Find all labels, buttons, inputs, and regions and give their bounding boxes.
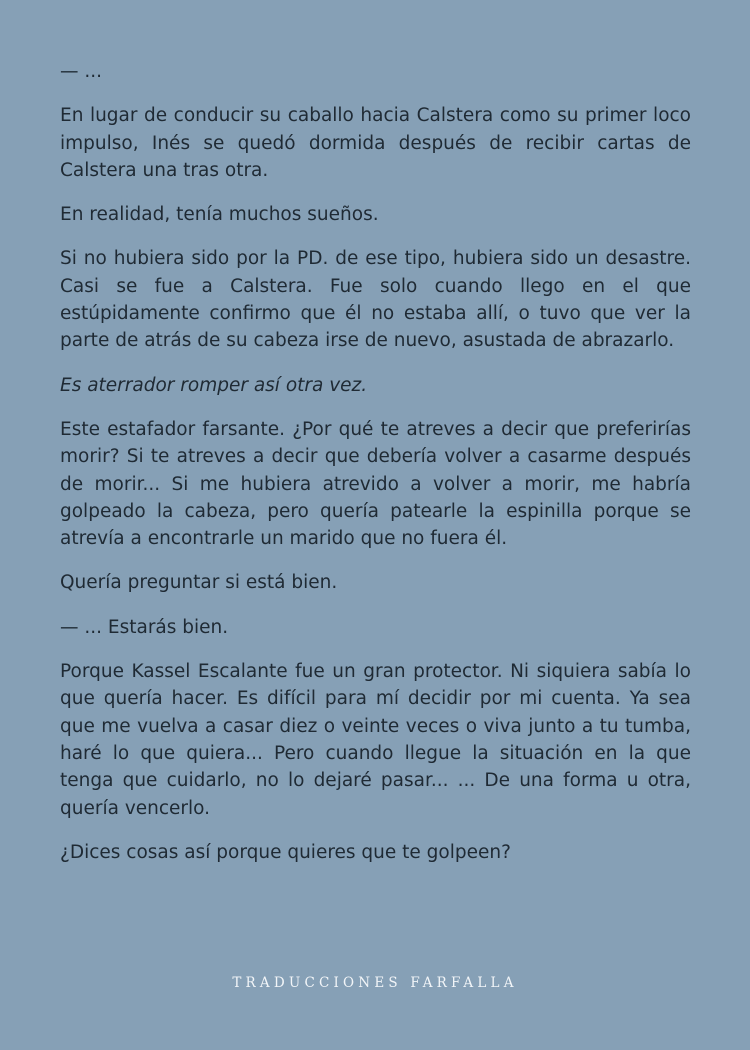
paragraph-6: Este estafador farsante. ¿Por qué te atreves a decir que preferirías morir? Si te atreves a decir que debería volver a casarme después de morir... Si me hubiera atrevido a volver a morir, me habría golpeado la cabeza, pero quería patearle la espinilla porque se atrevía a encontrarle un marido que no fuera él. bbox=[60, 418, 691, 550]
page-body bbox=[60, 58, 691, 883]
paragraph-5-italic: Es aterrador romper así otra vez. bbox=[60, 374, 368, 396]
paragraph-3: En realidad, tenía muchos sueños. bbox=[60, 204, 379, 226]
paragraph-10: ¿Dices cosas así porque quieres que te golpeen? bbox=[60, 841, 511, 863]
footer-credit: TRADUCCIONES FARFALLA bbox=[232, 975, 518, 991]
paragraph-8: — ... Estarás bien. bbox=[60, 616, 229, 638]
paragraph-7: Quería preguntar si está bien. bbox=[60, 572, 338, 594]
paragraph-2: En lugar de conducir su caballo hacia Calstera como su primer loco impulso, Inés se quedó dormida después de recibir cartas de Calstera una tras otra. bbox=[60, 105, 691, 181]
paragraph-9: Porque Kassel Escalante fue un gran protector. Ni siquiera sabía lo que quería hacer. Es difícil para mí decidir por mi cuenta. Ya sea que me vuelva a casar diez o veinte veces o viva junto a tu tumba, haré lo que quiera... Pero cuando llegue la situación en la que tenga que cuidarlo, no lo dejaré pasar... ... De una forma u otra, quería vencerlo. bbox=[60, 661, 691, 819]
paragraph-1: — ... bbox=[60, 61, 103, 82]
paragraph-4: Si no hubiera sido por la PD. de ese tipo, hubiera sido un desastre. Casi se fue a Calstera. Fue solo cuando llego en el que estúpidamente confirmo que él no estaba allí, o tuvo que ver la parte de atrás de su cabeza irse de nuevo, asustada de abrazarlo. bbox=[60, 248, 691, 352]
